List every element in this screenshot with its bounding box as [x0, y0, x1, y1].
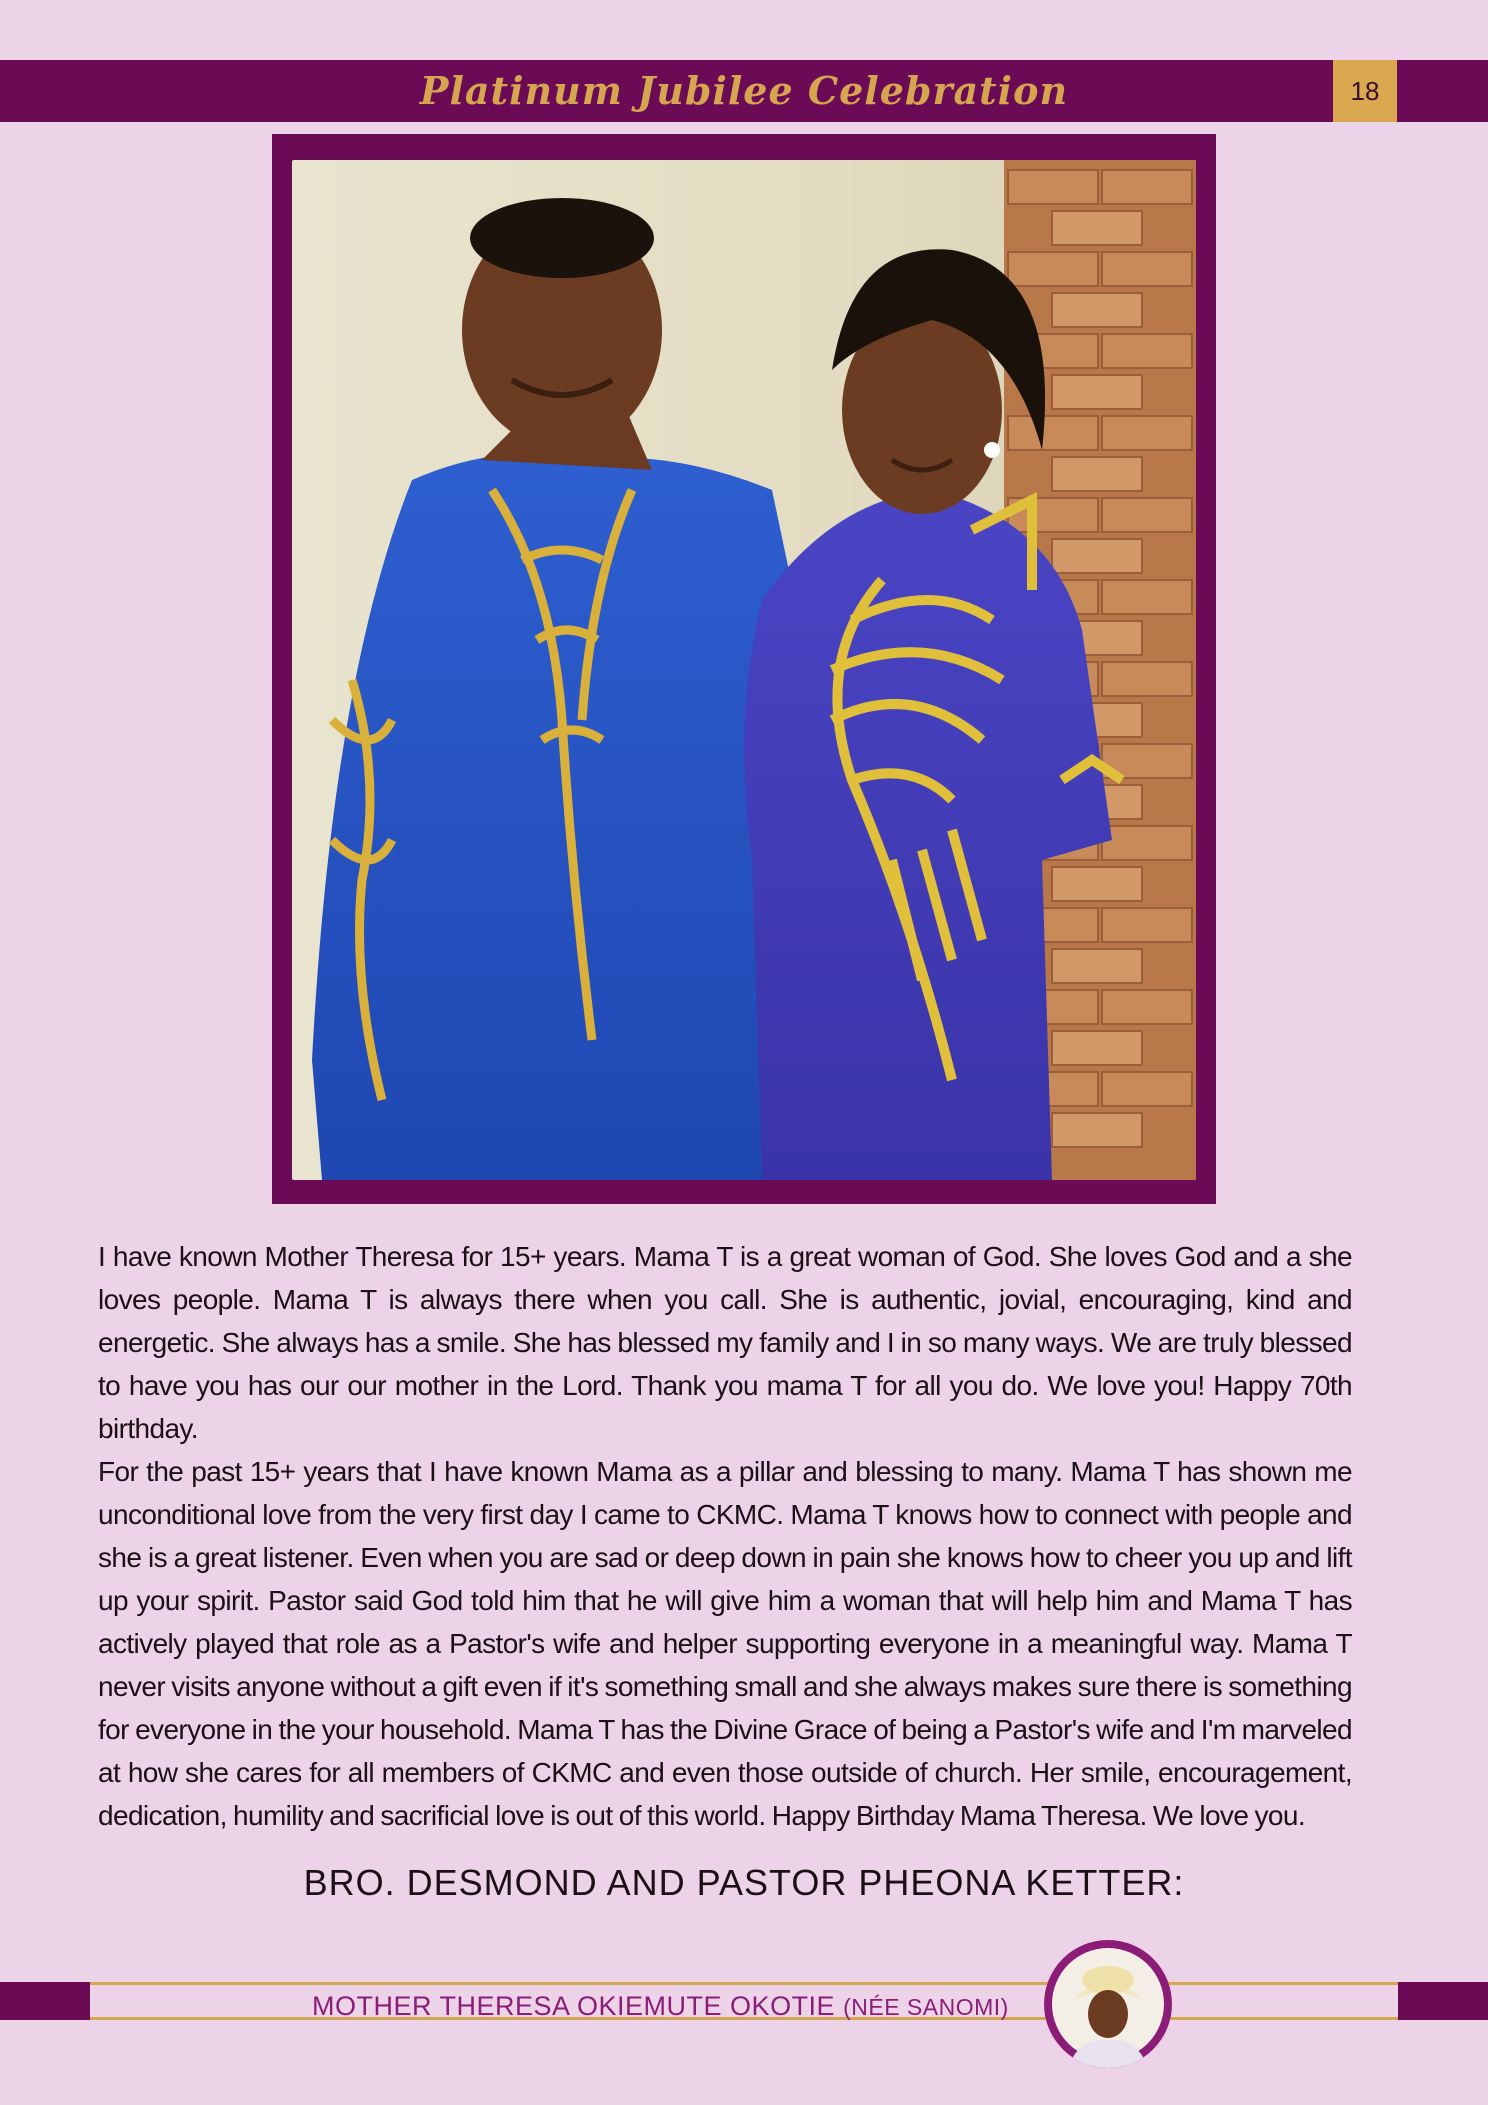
- page-header-title: Platinum Jubilee Celebration: [419, 68, 1069, 113]
- page-number: 18: [1333, 60, 1397, 122]
- portrait-medallion-icon: [1044, 1940, 1172, 2068]
- footer-right-block: [1398, 1982, 1488, 2020]
- tribute-signature: BRO. DESMOND AND PASTOR PHEONA KETTER:: [303, 1862, 1185, 1903]
- footer-line-top: [90, 1982, 1398, 1985]
- footer-name-main: MOTHER THERESA OKIEMUTE OKOTIE: [312, 1991, 836, 2021]
- tribute-paragraph-2: For the past 15+ years that I have known Mama as a pillar and blessing to many. Mama T has shown me unconditional love from the very first day I came to CKMC. Mama T knows how to connect with people and she is a great listener. Even when you are sad or deep down in pain she knows how to cheer you up and lift up your spirit. Pastor said God told him that he will give him a woman that will help him and Mama T has actively played that role as a Pastor's wife and helper supporting everyone in a meaningful way. Mama T never visits anyone without a gift even if it's something small and she always makes sure there is something for everyone in the your household. Mama T has the Divine Grace of being a Pastor's wife and I'm marveled at how she cares for all members of CKMC and even those outside of church. Her smile, encouragement, dedication, humility and sacrificial love is out of this world. Happy Birthday Mama Theresa. We love you.: [98, 1456, 1352, 1831]
- tribute-paragraph-1: I have known Mother Theresa for 15+ years. Mama T is a great woman of God. She loves God and a she loves people. Mama T is always there when you call. She is authentic, jovial, encouraging, kind and energetic. She always has a smile. She has blessed my family and I in so many ways. We are truly blessed to have you has our our mother in the Lord. Thank you mama T for all you do. We love you! Happy 70th birthday.: [98, 1241, 1352, 1444]
- couple-photo-icon: [292, 160, 1196, 1180]
- footer-name: [312, 1988, 1009, 2024]
- footer-left-block: [0, 1982, 90, 2020]
- photo-frame: [272, 134, 1216, 1204]
- footer-name-maiden: (NÉE SANOMI): [843, 1994, 1009, 2020]
- header-bar: [0, 60, 1488, 122]
- tribute-text: [98, 1235, 1352, 1837]
